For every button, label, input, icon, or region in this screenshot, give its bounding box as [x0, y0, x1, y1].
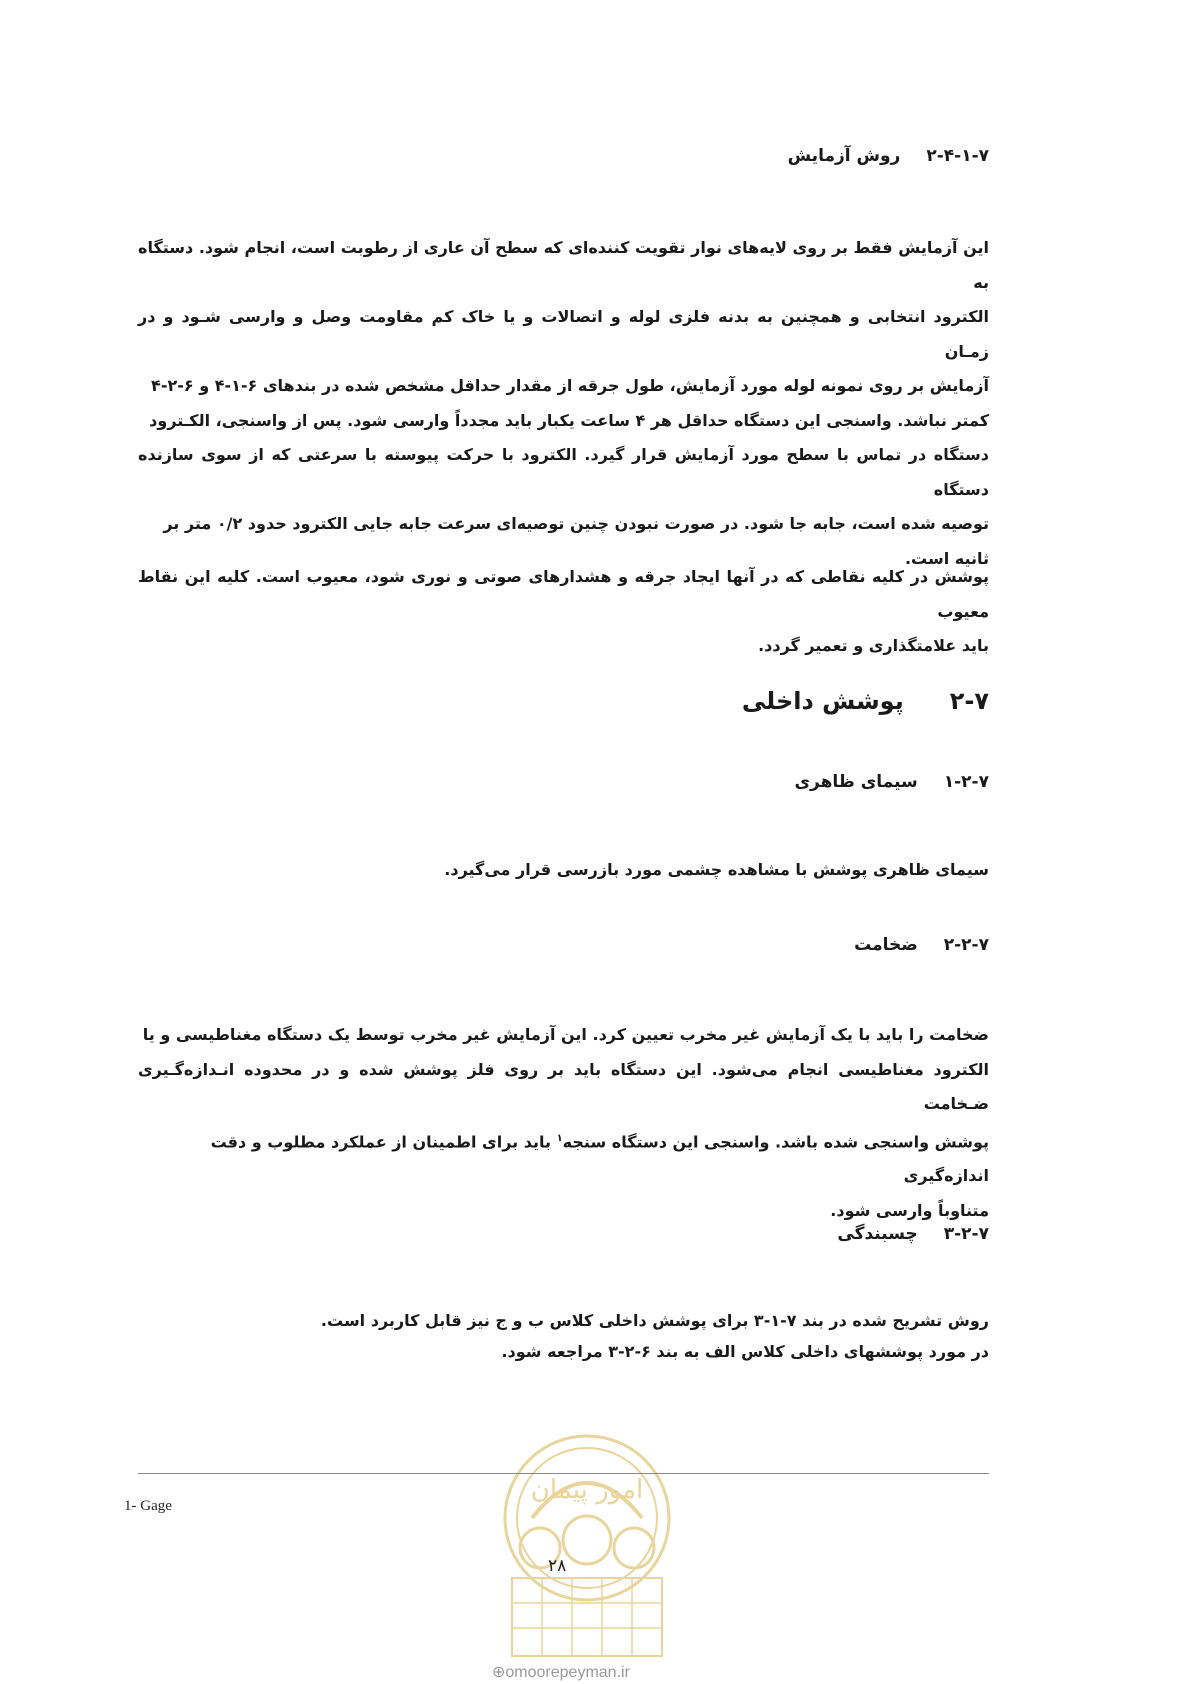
text-line: الکترود انتخابی و همچنین به بدنه فلزی لوله و اتصالات و یا خاک کم مقاومت وصل و وارسی شـود و در زمـان: [138, 307, 989, 361]
section-heading-thickness: [854, 935, 989, 955]
paragraph-adhesion: [138, 1305, 989, 1367]
section-number: ۲-۷: [949, 687, 989, 715]
paragraph-thickness: [138, 1018, 989, 1228]
text-line: متناوباً وارسی شود.: [830, 1200, 989, 1220]
paragraph-defects: [138, 560, 989, 664]
section-heading-internal-coating: [742, 687, 989, 715]
section-title: پوشش داخلی: [741, 687, 904, 715]
section-title: ضخامت: [854, 935, 918, 955]
text-line: توصیه شده است، جابه جا شود. در صورت نبودن چنین توصیه‌ای سرعت جابه جایی الکترود حدود ۰/۲ متر بر: [163, 514, 989, 533]
text-line: آزمایش بر روی نمونه لوله مورد آزمایش، طول جرقه از مقدار حداقل مشخص شده در بندهای ۶-۱-۴ و ۶-۲-۴: [151, 376, 989, 395]
section-number: ۳-۲-۷: [943, 1224, 989, 1244]
section-title: چسبندگی: [837, 1224, 918, 1244]
section-title: سیمای ظاهری: [794, 772, 918, 792]
text-line: ثانیه است.: [904, 548, 989, 568]
section-heading-appearance: [794, 772, 989, 792]
text-fragment: باید برای اطمینان از عملکرد مطلوب و دقت اندازه‌گیری: [210, 1131, 989, 1186]
text-line: سیمای ظاهری پوشش با مشاهده چشمی مورد بازرسی قرار می‌گیرد.: [444, 860, 989, 879]
footnote: 1- Gage: [124, 1498, 172, 1514]
text-line: دستگاه در تماس با سطح مورد آزمایش قرار گیرد. الکترود با حرکت پیوسته با سرعتی که از سوی سازنده دستگاه: [138, 445, 989, 499]
text-line: باید علامتگذاری و تعمیر گردد.: [758, 636, 989, 655]
section-title: روش آزمایش: [787, 146, 901, 166]
text-line: این آزمایش فقط بر روی لایه‌های نوار تقویت کننده‌ای که سطح آن عاری از رطوبت است، انجام شود. دستگاه به: [138, 238, 989, 292]
text-line: روش تشریح شده در بند ۷-۱-۳ برای پوشش داخلی کلاس ب و ج نیز قابل کاربرد است.: [320, 1311, 989, 1330]
watermark-url: [492, 1662, 630, 1682]
text-fragment: پوشش واسنجی شده باشد. واسنجی این دستگاه سنجه: [562, 1131, 989, 1151]
paragraph-test-method: [138, 231, 989, 576]
section-number: ۲-۴-۱-۷: [926, 146, 989, 166]
footnote-divider: [138, 1473, 989, 1474]
text-line: پوشش در کلیه نقاطی که در آنها ایجاد جرقه و هشدارهای صوتی و نوری شود، معیوب است. کلیه این نقاط معیوب: [138, 567, 989, 621]
text-line: در مورد پوششهای داخلی کلاس الف به بند ۶-۲-۳ مراجعه شود.: [501, 1342, 989, 1361]
globe-icon: ⊕: [492, 1664, 506, 1681]
watermark-logo-text: امور پیمان: [530, 1475, 644, 1505]
text-line: کمتر نباشد. واسنجی این دستگاه حداقل هر ۴ ساعت یکبار باید مجدداً وارسی شود. پس از واسنجی، الکـترود: [149, 410, 989, 430]
watermark-stamp-logo: [492, 1428, 682, 1660]
text-line: [138, 1122, 989, 1194]
section-heading-adhesion: [837, 1224, 989, 1244]
section-number: ۲-۲-۷: [943, 935, 989, 955]
paragraph-appearance: [138, 853, 989, 888]
text-line: ضخامت را باید با یک آزمایش غیر مخرب تعیین کرد. این آزمایش غیر مخرب توسط یک دستگاه مغناطیسی و یا: [142, 1025, 989, 1044]
page-number: ۲۸: [548, 1556, 567, 1576]
watermark-url-text: omoorepeyman.ir: [505, 1664, 630, 1681]
section-heading-test-method: [788, 146, 989, 166]
text-line: الکترود مغناطیسی انجام می‌شود. این دستگاه باید بر روی فلز پوشش شده و در محدوده انـدازه‌گـیری ضـخامت: [138, 1059, 989, 1113]
section-number: ۱-۲-۷: [943, 772, 989, 792]
footnote-marker: ۱: [556, 1132, 563, 1144]
